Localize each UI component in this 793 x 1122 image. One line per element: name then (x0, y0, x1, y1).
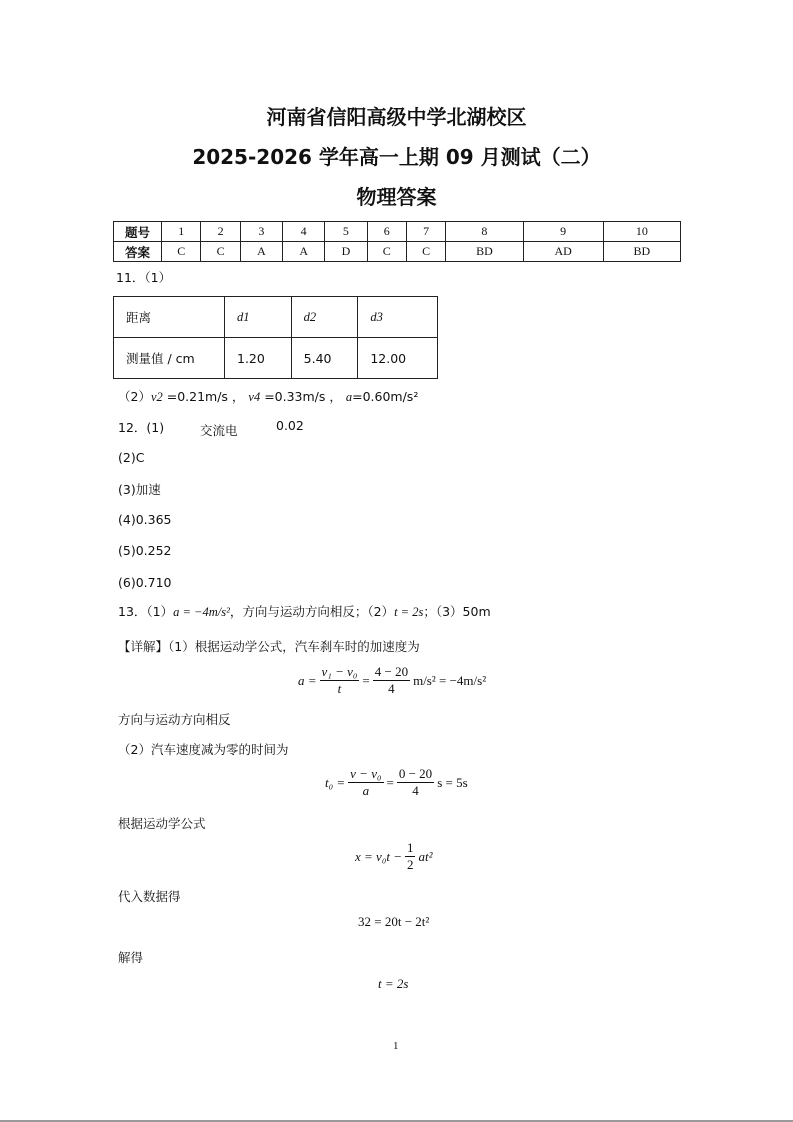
cell: C (367, 242, 406, 262)
text: v − v₀ (350, 766, 382, 781)
equation-1 (298, 664, 486, 697)
cell: d2 (291, 297, 358, 338)
cell: 7 (406, 222, 445, 242)
text-line: （2）汽车速度减为零的时间为 (118, 742, 289, 757)
text: a = −4m/s² (173, 605, 230, 619)
answer-table (113, 221, 681, 262)
text: =0.21m/s ， (162, 389, 245, 404)
text-line: 解得 (118, 950, 144, 965)
text: 4 − 20 (374, 664, 409, 679)
text: = (362, 672, 370, 688)
text: 1 (406, 840, 414, 855)
text: 13．（1） (118, 604, 174, 619)
q12-item: (2)C (118, 450, 145, 465)
cell: 4 (283, 222, 325, 242)
text: at² (418, 848, 433, 864)
cell: C (406, 242, 445, 262)
text: a = (298, 672, 317, 688)
text: 2 (406, 857, 414, 872)
fraction (405, 840, 416, 873)
text: v₁ − v₀ (321, 664, 358, 679)
cell: BD (603, 242, 680, 262)
q12-answer: 0.02 (276, 418, 304, 433)
text: x = v₀t − (355, 848, 402, 864)
text: v4 (248, 390, 261, 404)
table-row (114, 338, 438, 379)
fraction (397, 766, 434, 799)
exam-title: 2025-2026 学年高一上期 09 月测试（二） (192, 145, 601, 169)
text: 4 (412, 783, 419, 798)
text: t₀ = (325, 774, 346, 790)
equation-5: t = 2s (378, 976, 409, 991)
text-line: 方向与运动方向相反 (118, 712, 231, 727)
equation-2 (325, 766, 468, 799)
cell: 12.00 (358, 338, 438, 379)
cell: 9 (523, 222, 603, 242)
school-title: 河南省信阳高级中学北湖校区 (266, 105, 527, 129)
cell: d3 (358, 297, 438, 338)
cell: A (283, 242, 325, 262)
cell: 8 (446, 222, 523, 242)
cell: C (201, 242, 240, 262)
text: =0.60m/s² (352, 389, 419, 404)
fraction (320, 664, 360, 697)
text: =0.33m/s ， (260, 389, 342, 404)
text: 4 (388, 681, 395, 696)
table-row (114, 242, 681, 262)
text: 0 − 20 (398, 766, 433, 781)
cell: 距离 (114, 297, 225, 338)
text: s = 5s (437, 774, 468, 790)
cell: d1 (225, 297, 292, 338)
page-number: 1 (393, 1040, 399, 1052)
cell: 10 (603, 222, 680, 242)
text: ，方向与运动方向相反；（2） (229, 604, 395, 619)
text: a (345, 390, 353, 404)
q11-label: 11．（1） (116, 270, 172, 285)
detail-heading: 【详解】（1）根据运动学公式，汽车刹车时的加速度为 (118, 639, 420, 654)
text: = (386, 774, 394, 790)
text: v2 (150, 390, 163, 404)
table-row (114, 297, 438, 338)
text-line: 根据运动学公式 (118, 816, 206, 831)
q12-item: 12．(1) (118, 420, 165, 435)
text: m/s² = −4m/s² (413, 672, 487, 688)
cell: 1 (162, 222, 201, 242)
text: t = 2s (394, 605, 424, 619)
q13-summary (118, 602, 491, 620)
subject-title: 物理答案 (356, 185, 437, 209)
q12-answer: 交流电 (200, 423, 238, 438)
text: （2） (118, 389, 151, 404)
cell: A (240, 242, 282, 262)
cell: C (162, 242, 201, 262)
text: ；（3）50m (423, 604, 491, 619)
cell: AD (523, 242, 603, 262)
cell: 5 (325, 222, 367, 242)
cell: 5.40 (291, 338, 358, 379)
row-label: 答案 (114, 242, 162, 262)
text: a (362, 783, 370, 798)
fraction (373, 664, 410, 697)
q12-item: (5)0.252 (118, 543, 172, 558)
row-label: 题号 (114, 222, 162, 242)
cell: 测量值 / cm (114, 338, 225, 379)
equation-4: 32 = 20t − 2t² (358, 914, 430, 929)
q12-item: (4)0.365 (118, 512, 172, 527)
text-line: 代入数据得 (118, 889, 181, 904)
cell: BD (446, 242, 523, 262)
cell: D (325, 242, 367, 262)
q12-item: (3)加速 (118, 482, 161, 497)
fraction (348, 766, 383, 799)
cell: 3 (240, 222, 282, 242)
equation-3 (355, 840, 432, 873)
cell: 1.20 (225, 338, 292, 379)
cell: 2 (201, 222, 240, 242)
measurement-table (113, 296, 438, 379)
text: t (337, 681, 342, 696)
q12-item: (6)0.710 (118, 575, 172, 590)
cell: 6 (367, 222, 406, 242)
table-row (114, 222, 681, 242)
q11-part2 (118, 387, 418, 405)
